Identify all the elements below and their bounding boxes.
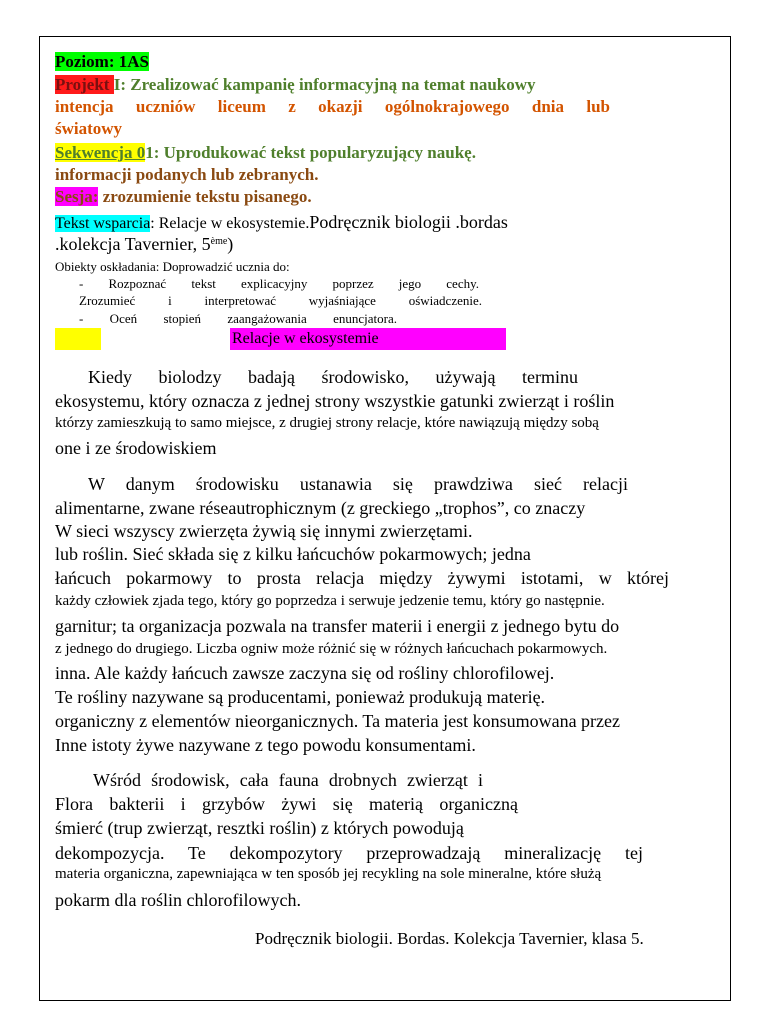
- level-label: Poziom: [55, 52, 109, 71]
- session-label: Sesja:: [55, 187, 99, 206]
- p2-line-5: łańcuch pokarmowy to prosta relacja między żywymi istotami, w której: [55, 568, 669, 588]
- p2-line-10: Te rośliny nazywane są producentami, ponieważ produkują materię.: [55, 687, 546, 707]
- objective-3: - Oceń stopień zaangażowania enuncjatora.: [79, 311, 397, 326]
- session-line: [55, 187, 312, 207]
- p2-line-2: alimentarne, zwane réseautrophicznym (z greckiego „trophos”, co znaczy: [55, 498, 586, 518]
- p2-line-8: z jednego do drugiego. Liczba ogniw może różnić się w różnych łańcuchach pokarmowych.: [55, 641, 608, 657]
- support-close: ): [227, 234, 234, 254]
- level-line: [55, 52, 149, 72]
- objective-1: - Rozpoznać tekst explicacyjny poprzez jego cechy.: [79, 276, 479, 291]
- p2-line-1: W danym środowisku ustanawia się prawdziwa sieć relacji: [88, 474, 628, 494]
- yellow-highlight-block: [55, 328, 101, 350]
- sequence-text-1: 1: Uprodukować tekst popularyzujący naukę.: [145, 143, 476, 162]
- sequence-line-1: [55, 143, 476, 163]
- project-line-3: światowy: [55, 119, 123, 138]
- support-text-1b: Podręcznik biologii .bordas: [309, 212, 508, 232]
- p2-line-3: W sieci wszyscy zwierzęta żywią się innymi zwierzętami.: [55, 521, 473, 541]
- p1-line-4: one i ze środowiskiem: [55, 438, 217, 458]
- p1-line-2: ekosystemu, który oznacza z jednej strony wszystkie gatunki zwierząt i roślin: [55, 391, 615, 411]
- p3-line-1: Wśród środowisk, cała fauna drobnych zwierząt i: [93, 770, 483, 790]
- project-text-1: I: Zrealizować kampanię informacyjną na temat naukowy: [113, 75, 536, 94]
- p2-line-7: garnitur; ta organizacja pozwala na transfer materii i energii z jednego bytu do: [55, 616, 620, 636]
- p2-line-12: Inne istoty żywe nazywane z tego powodu konsumentami.: [55, 735, 476, 755]
- p2-line-6: każdy człowiek zjada tego, który go poprzedza i serwuje jedzenie temu, który go następnie.: [55, 593, 605, 609]
- support-text-2: .kolekcja Tavernier, 5: [55, 234, 211, 254]
- support-sup: ème: [210, 236, 228, 247]
- sequence-line-2: informacji podanych lub zebranych.: [55, 165, 319, 184]
- level-value: : 1AS: [108, 52, 149, 71]
- text-title: Relacje w ekosystemie: [230, 328, 506, 350]
- session-text: zrozumienie tekstu pisanego.: [98, 187, 312, 206]
- sequence-label: Sekwencja 0: [55, 143, 146, 162]
- p2-line-11: organiczny z elementów nieorganicznych. Ta materia jest konsumowana przez: [55, 711, 621, 731]
- source-citation: Podręcznik biologii. Bordas. Kolekcja Tavernier, klasa 5.: [255, 929, 644, 948]
- objectives-title: Obiekty oskładania: Doprowadzić ucznia do:: [55, 259, 290, 274]
- support-line-1: [55, 212, 508, 233]
- support-text-1a: : Relacje w ekosystemie.: [150, 215, 310, 232]
- p3-line-6: pokarm dla roślin chlorofilowych.: [55, 890, 301, 910]
- project-line-2: intencja uczniów liceum z okazji ogólnokrajowego dnia lub: [55, 97, 610, 116]
- p3-line-4: dekompozycja. Te dekompozytory przeprowadzają mineralizację tej: [55, 843, 643, 863]
- support-label: Tekst wsparcia: [55, 215, 151, 232]
- objective-2: Zrozumieć i interpretować wyjaśniające oświadczenie.: [79, 293, 482, 308]
- p3-line-2: Flora bakterii i grzybów żywi się materią organiczną: [55, 794, 518, 814]
- p1-line-1: Kiedy biolodzy badają środowisko, używają terminu: [88, 367, 578, 387]
- p3-line-3: śmierć (trup zwierząt, resztki roślin) z których powodują: [55, 818, 464, 838]
- project-line-1: [55, 75, 640, 95]
- project-label: Projekt: [55, 75, 114, 94]
- p2-line-4: lub roślin. Sieć składa się z kilku łańcuchów pokarmowych; jedna: [55, 544, 531, 564]
- p2-line-9: inna. Ale każdy łańcuch zawsze zaczyna się od rośliny chlorofilowej.: [55, 663, 555, 683]
- support-line-2: [55, 234, 233, 255]
- p3-line-5: materia organiczna, zapewniająca w ten sposób jej recykling na sole mineralne, które służą: [55, 866, 602, 882]
- p1-line-3: którzy zamieszkują to samo miejsce, z drugiej strony relacje, które nawiązują między sobą: [55, 415, 599, 431]
